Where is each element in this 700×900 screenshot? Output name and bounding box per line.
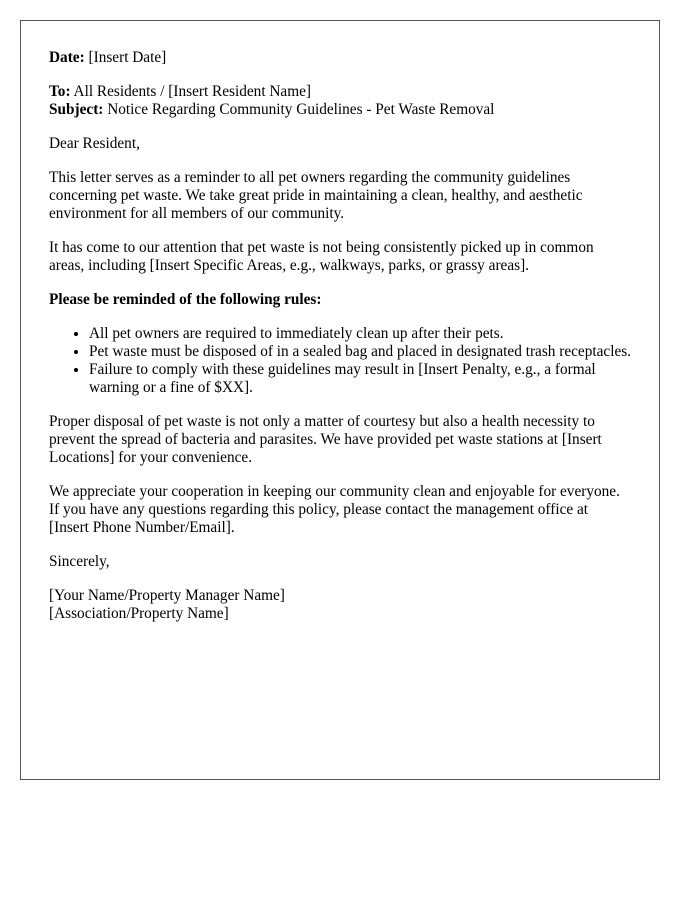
salutation: Dear Resident,: [49, 135, 140, 152]
to-line: [49, 83, 631, 101]
date-line: [49, 49, 631, 67]
subject-value: Notice Regarding Community Guidelines - Pet Waste Removal: [107, 101, 495, 118]
subject-line: [49, 101, 631, 119]
to-value: All Residents / [Insert Resident Name]: [73, 83, 312, 100]
to-label: To:: [49, 83, 71, 100]
signature-name: [Your Name/Property Manager Name]: [49, 587, 285, 604]
signature-organization: [Association/Property Name]: [49, 605, 229, 622]
letter-page: [20, 20, 660, 780]
subject-label: Subject:: [49, 101, 104, 118]
date-value: [Insert Date]: [88, 49, 167, 66]
rule-item: • Failure to comply with these guidelines may result in [Insert Penalty, e.g., a formal warning or a fine of $XX].: [89, 361, 631, 397]
rules-list: [49, 325, 631, 397]
closing-paragraph: We appreciate your cooperation in keeping our community clean and enjoyable for everyone. If you have any questions regarding this policy, please contact the management office at [Insert Phone Number/Email].: [49, 483, 620, 536]
date-label: Date:: [49, 49, 85, 66]
signoff: Sincerely,: [49, 553, 110, 570]
rule-item: • Pet waste must be disposed of in a sealed bag and placed in designated trash receptacles.: [89, 343, 631, 361]
intro-paragraph: This letter serves as a reminder to all pet owners regarding the community guidelines concerning pet waste. We take great pride in maintaining a clean, healthy, and aesthetic environment for all members of our community.: [49, 169, 583, 222]
rule-item: • All pet owners are required to immediately clean up after their pets.: [89, 325, 631, 343]
rules-heading: [49, 291, 631, 309]
rules-heading-text: Please be reminded of the following rules:: [49, 291, 322, 308]
disposal-paragraph: Proper disposal of pet waste is not only a matter of courtesy but also a health necessity to prevent the spread of bacteria and parasites. We have provided pet waste stations at [Insert Locations] for your convenience.: [49, 413, 602, 466]
attention-paragraph: It has come to our attention that pet waste is not being consistently picked up in common areas, including [Insert Specific Areas, e.g., walkways, parks, or grassy areas].: [49, 239, 594, 274]
